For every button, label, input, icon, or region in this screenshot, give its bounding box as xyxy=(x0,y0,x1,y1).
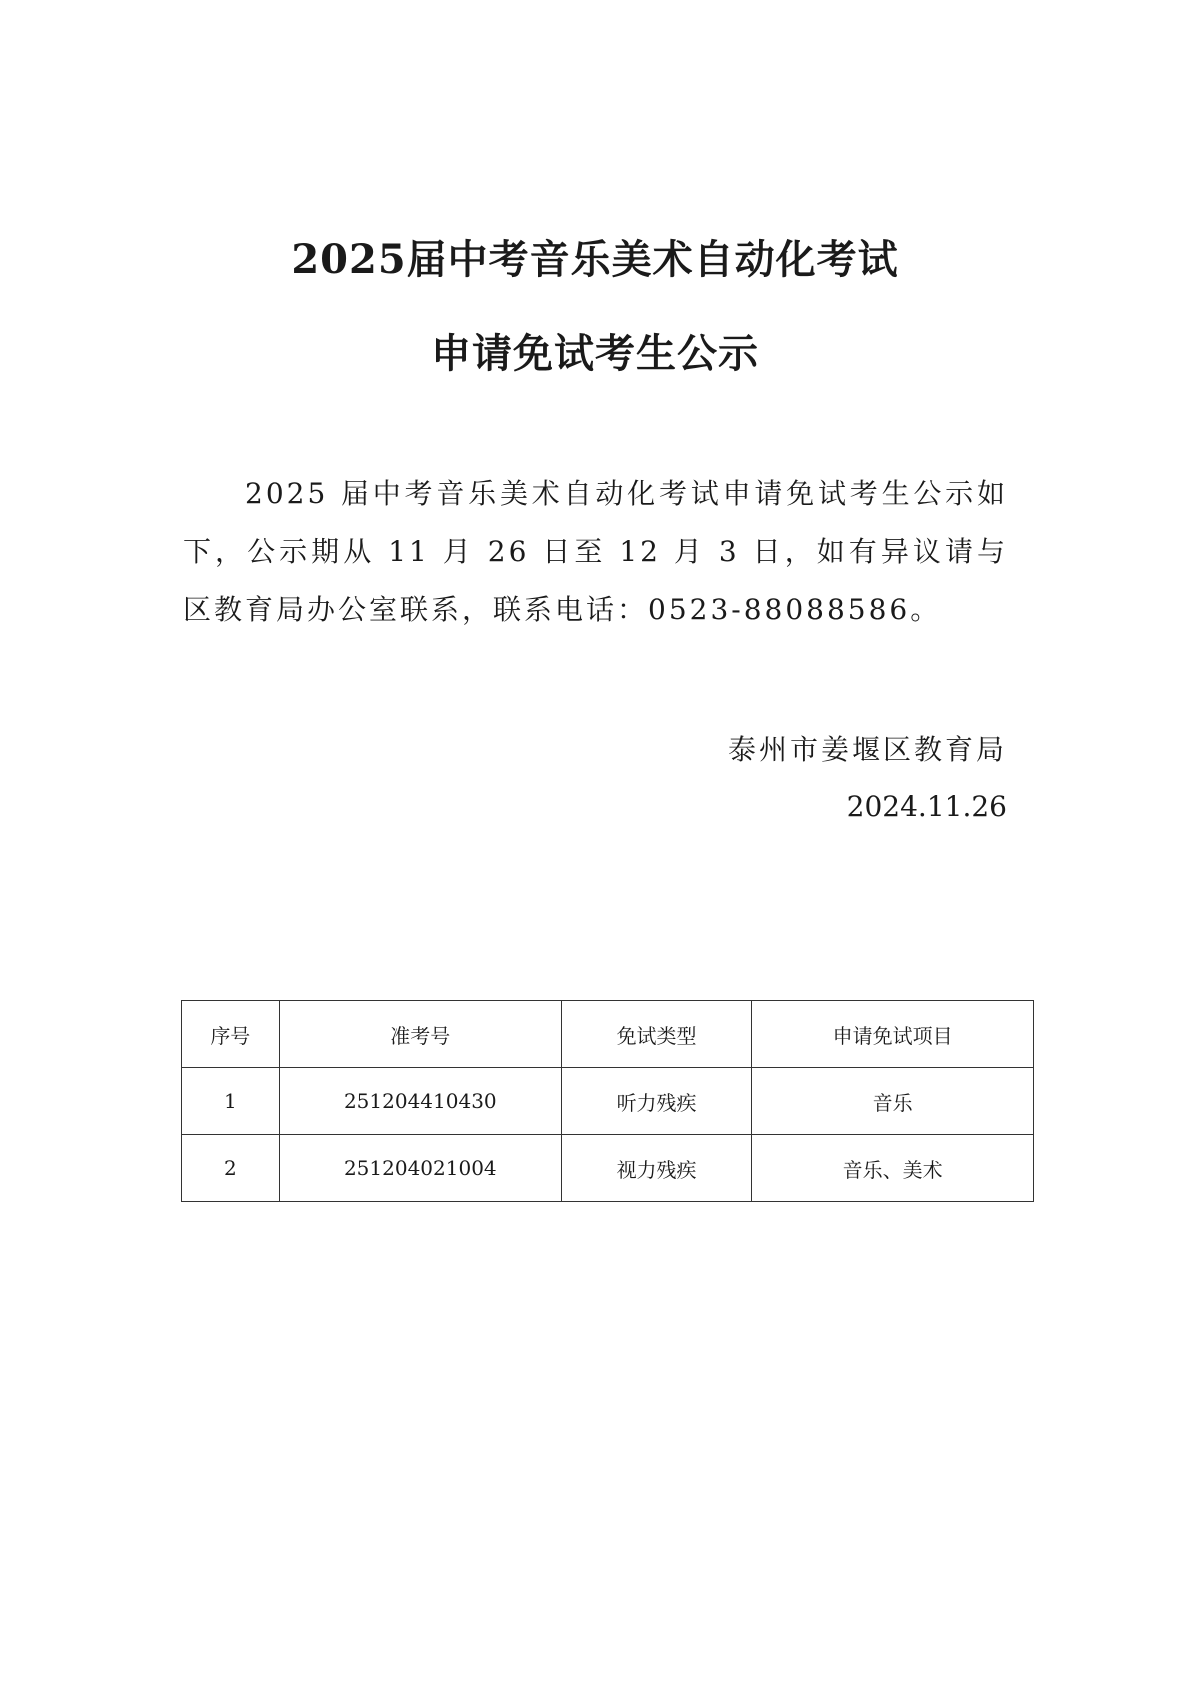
cell-exempted-subjects: 音乐 xyxy=(752,1068,1034,1135)
header-serial-number: 序号 xyxy=(182,1001,280,1068)
cell-exemption-type: 视力残疾 xyxy=(561,1135,751,1202)
signature-date: 2024.11.26 xyxy=(846,790,1007,823)
document-title-line-2: 申请免试考生公示 xyxy=(431,330,759,377)
cell-exemption-type: 听力残疾 xyxy=(561,1068,751,1135)
cell-exam-id: 251204410430 xyxy=(279,1068,561,1135)
document-title-line-1: 2025届中考音乐美术自动化考试 xyxy=(291,236,899,283)
table-header-row xyxy=(182,1001,1034,1068)
header-exam-id: 准考号 xyxy=(279,1001,561,1068)
announcement-paragraph: 2025 届中考音乐美术自动化考试申请免试考生公示如下，公示期从 11 月 26 日至 12 月 3 日，如有异议请与区教育局办公室联系，联系电话：0523-88088586。 xyxy=(183,477,1008,626)
cell-exempted-subjects: 音乐、美术 xyxy=(752,1135,1034,1202)
header-exemption-type: 免试类型 xyxy=(561,1001,751,1068)
table-row xyxy=(182,1135,1034,1202)
table-row xyxy=(182,1068,1034,1135)
header-exempted-subjects: 申请免试项目 xyxy=(752,1001,1034,1068)
signature-organization: 泰州市姜堰区教育局 xyxy=(727,733,1007,766)
exemption-table xyxy=(181,1000,1034,1202)
cell-serial-number: 2 xyxy=(182,1135,280,1202)
cell-serial-number: 1 xyxy=(182,1068,280,1135)
cell-exam-id: 251204021004 xyxy=(279,1135,561,1202)
